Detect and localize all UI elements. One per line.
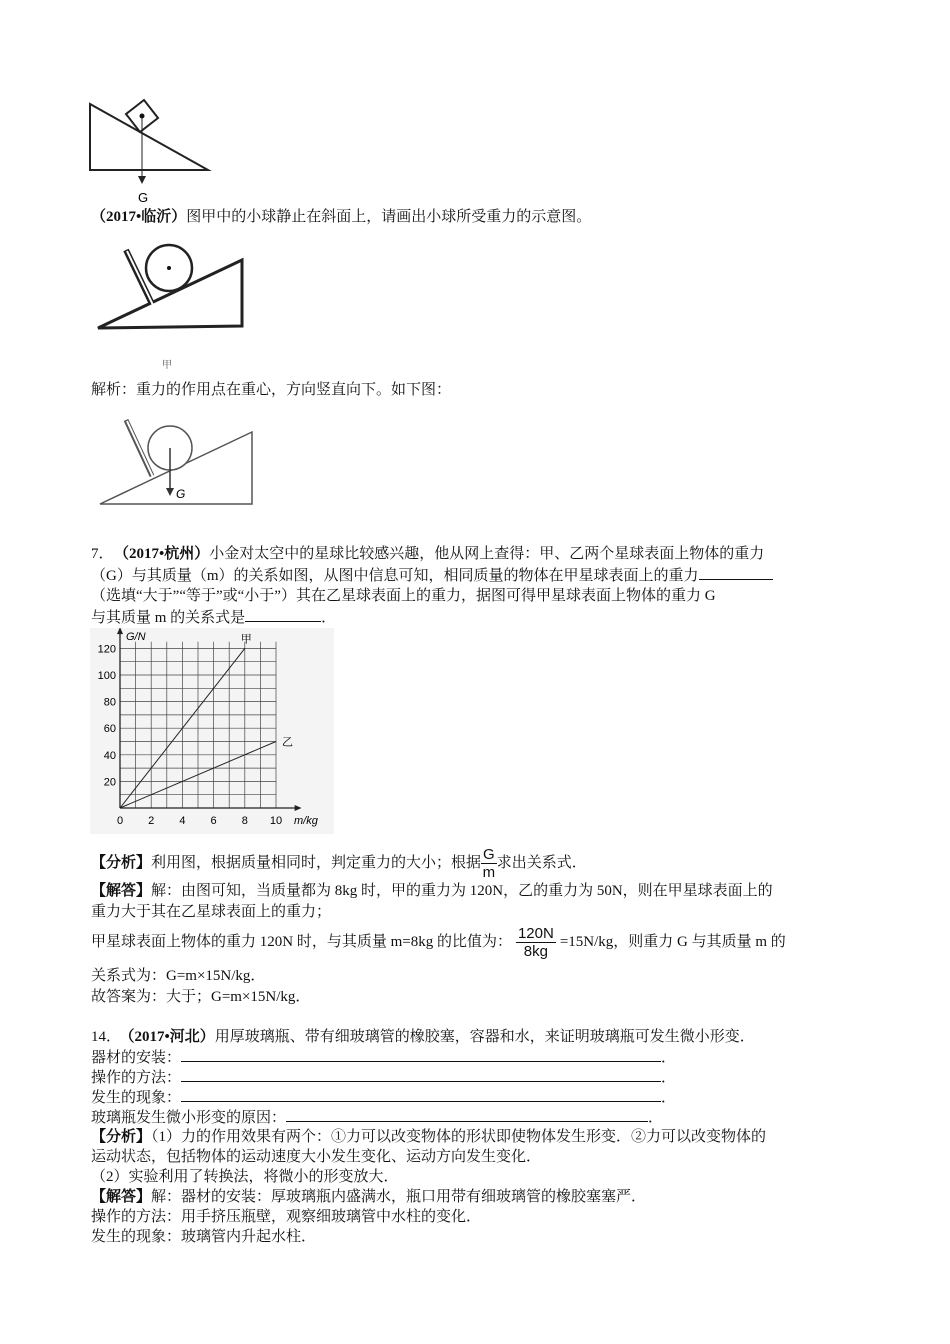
y-tick-label: 100: [97, 670, 116, 682]
arrowhead: [166, 488, 174, 496]
period: ．: [661, 1090, 677, 1106]
q14-field-reason: [91, 1107, 663, 1128]
ball-incline-figure: [94, 236, 254, 376]
answer-blank[interactable]: [699, 565, 773, 580]
y-tick-label: 80: [103, 696, 116, 709]
y-tick-label: 60: [103, 723, 116, 736]
q14-jieda3: 发生的现象：玻璃管内升起水柱．: [91, 1229, 317, 1245]
q14-jieda1: [91, 1187, 646, 1207]
fenxi-text: 求出关系式．: [496, 854, 587, 871]
q14-fenxi1: [91, 1127, 766, 1147]
q14-fenxi3: （2）实验利用了转换法，将微小的形变放大．: [91, 1169, 399, 1185]
y-axis-label: G/N: [126, 631, 146, 643]
source-tag: （2017•河北）: [127, 1029, 215, 1045]
fenxi-text: （1）力的作用效果有两个：①力可以改变物体的形状即使物体发生形变．②力可以改变物体的: [151, 1129, 767, 1145]
q14-line1: [91, 1027, 755, 1047]
question-linyi: [91, 207, 591, 227]
x-tick-label: 8: [241, 815, 248, 827]
numerator: G: [483, 846, 495, 863]
x-tick-label: 10: [269, 815, 283, 827]
ball-incline-answer-figure: [96, 410, 261, 510]
q7-line4: [91, 607, 336, 628]
denominator: 8kg: [523, 943, 548, 961]
y-tick-label: 40: [103, 749, 116, 762]
q7-jieda1: [91, 881, 773, 901]
question-text: 图甲中的小球静止在斜面上，请画出小球所受重力的示意图。: [186, 209, 592, 225]
field-label: 操作的方法：: [91, 1070, 182, 1086]
analysis-text: 解析：重力的作用点在重心，方向竖直向下。如下图：: [91, 382, 452, 398]
answer-blank[interactable]: [181, 1047, 661, 1062]
numerator: 120N: [517, 925, 554, 943]
x-tick-label: 6: [210, 815, 217, 827]
q7-line2: [91, 565, 773, 586]
source-tag: （2017•杭州）: [121, 546, 210, 562]
q7-jieda2: 重力大于其在乙星球表面上的重力；: [91, 904, 332, 920]
question-number: 14．: [91, 1029, 122, 1045]
denominator: m: [482, 864, 496, 881]
field-label: 发生的现象：: [91, 1090, 182, 1106]
question-text: 用厚玻璃瓶、带有细玻璃管的橡胶塞，容器和水，来证明玻璃瓶可发生微小形变．: [214, 1029, 755, 1045]
answer-blank[interactable]: [181, 1067, 661, 1082]
q7-jieda4: 关系式为：G=m×15N/kg．: [91, 968, 266, 984]
jieda-text: 甲星球表面上物体的重力 120N 时，与其质量 m=8kg 的比值为：: [91, 934, 512, 950]
q7-answer: 故答案为：大于；G=m×15N/kg．: [91, 989, 311, 1005]
figure-caption: 甲: [162, 360, 172, 371]
ball-center-dot: [167, 266, 171, 270]
chart-background: [90, 628, 334, 834]
y-tick-label: 120: [97, 643, 116, 656]
q14-field-phenomenon: [91, 1087, 676, 1108]
q7-jieda3: [91, 922, 786, 962]
jieda-text: 解：由图可知，当质量都为 8kg 时，甲的重力为 120N，乙的重力为 50N，则在甲星球表面上的: [151, 883, 773, 899]
jieda-text: =15N/kg，则重力 G 与其质量 m 的: [559, 934, 786, 950]
fenxi-label: 【分析】: [91, 1129, 152, 1145]
field-label: 玻璃瓶发生微小形变的原因：: [91, 1110, 287, 1126]
question-text: （G）与其质量（m）的关系如图，从图中信息可知，相同质量的物体在甲星球表面上的重力: [91, 568, 699, 584]
arrowhead: [138, 176, 146, 184]
jieda-label: 【解答】: [91, 1189, 152, 1205]
answer-blank[interactable]: [245, 607, 321, 622]
center-of-gravity-dot: [140, 114, 145, 119]
q14-fenxi2: 运动状态，包括物体的运动速度大小发生变化、运动方向发生变化．: [91, 1149, 542, 1165]
fraction-g-over-m: [481, 846, 497, 881]
x-tick-label: 0: [116, 815, 124, 827]
q7-line1: [91, 544, 764, 564]
period: ．: [661, 1050, 677, 1066]
incline-block-figure: [86, 92, 216, 210]
x-tick-label: 4: [179, 815, 186, 827]
period: ．: [661, 1070, 677, 1086]
x-axis-label: m/kg: [294, 815, 318, 827]
force-label: G: [138, 190, 149, 205]
y-tick-label: 20: [103, 776, 116, 789]
jieda-text: 解：器材的安装：厚玻璃瓶内盛满水，瓶口用带有细玻璃管的橡胶塞塞严．: [151, 1189, 647, 1205]
jieda-label: 【解答】: [91, 883, 152, 899]
q7-fenxi: [91, 846, 587, 881]
force-label: G: [176, 487, 186, 501]
period: ．: [648, 1110, 664, 1126]
fenxi-text: 利用图，根据质量相同时，判定重力的大小；根据: [151, 854, 482, 871]
x-tick-label: 2: [148, 815, 155, 827]
fenxi-label: 【分析】: [91, 854, 152, 871]
field-label: 器材的安装：: [91, 1050, 182, 1066]
source-tag: （2017•临沂）: [91, 209, 187, 225]
answer-blank[interactable]: [181, 1087, 661, 1102]
q14-field-install: [91, 1047, 676, 1068]
gravity-mass-chart: [90, 628, 334, 834]
series-label-yi: 乙: [282, 736, 293, 749]
fraction-120n-over-8kg: [516, 925, 556, 960]
question-number: 7．: [91, 546, 114, 562]
question-text: 与其质量 m 的关系式是: [91, 610, 246, 626]
answer-blank[interactable]: [286, 1107, 648, 1122]
series-label-jia: 甲: [240, 633, 252, 646]
question-text: 小金对太空中的星球比较感兴趣，他从网上查得：甲、乙两个星球表面上物体的重力: [209, 546, 765, 562]
q14-jieda2: 操作的方法：用手挤压瓶壁，观察细玻璃管中水柱的变化．: [91, 1209, 482, 1225]
q14-field-method: [91, 1067, 676, 1088]
q7-line3: （选填“大于”“等于”或“小于”）其在乙星球表面上的重力，据图可得甲星球表面上物体的重力 G: [91, 588, 716, 604]
period: ．: [321, 610, 337, 626]
